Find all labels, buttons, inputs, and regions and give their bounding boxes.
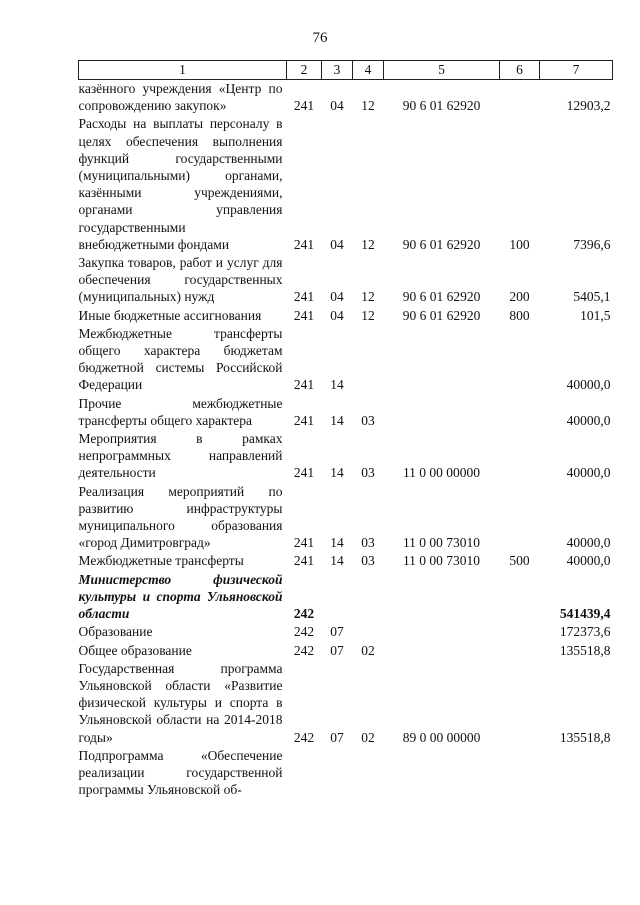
row-amount bbox=[540, 747, 613, 800]
row-amount: 135518,8 bbox=[559, 729, 611, 745]
row-target-article bbox=[384, 642, 500, 660]
row-section: 14 bbox=[330, 412, 344, 428]
table-body bbox=[79, 80, 613, 800]
row-expense-type bbox=[500, 642, 540, 660]
row-subsection: 12 bbox=[361, 289, 375, 305]
row-name: казённого учреждения «Центр по сопровождению закупок» bbox=[78, 81, 283, 114]
row-name: Прочие межбюджетные трансферты общего характера bbox=[78, 395, 283, 428]
row-target-article: 90 6 01 62920 bbox=[402, 236, 481, 252]
page-number: 76 bbox=[312, 30, 328, 46]
row-name: Мероприятия в рамках непрограммных направлений деятельности bbox=[78, 431, 283, 481]
header-col-1: 1 bbox=[79, 61, 287, 80]
row-target-article: 11 0 00 00000 bbox=[402, 465, 481, 481]
row-section: 14 bbox=[330, 377, 344, 393]
row-target-article bbox=[384, 623, 500, 641]
header-col-6: 6 bbox=[500, 61, 540, 80]
row-section bbox=[322, 571, 353, 624]
row-ministry-code: 241 bbox=[293, 236, 315, 252]
table-row bbox=[79, 642, 613, 660]
table-row bbox=[79, 483, 613, 553]
header-col-2: 2 bbox=[287, 61, 322, 80]
row-expense-type: 200 bbox=[509, 289, 530, 305]
header-col-5: 5 bbox=[384, 61, 500, 80]
row-section: 04 bbox=[330, 98, 344, 114]
row-amount: 40000,0 bbox=[566, 377, 611, 393]
row-section: 14 bbox=[330, 553, 344, 569]
row-name: Реализация мероприятий по развитию инфраструктуры муниципального образования «город Димитровград» bbox=[78, 483, 283, 551]
row-name: Расходы на выплаты персоналу в целях обеспечения выполнения функций государственными (муниципальными) органами, казёнными учреждениями, органами управления государственными внебюджетными фондами bbox=[78, 116, 283, 252]
table-row bbox=[79, 747, 613, 800]
row-section: 14 bbox=[330, 535, 344, 551]
table-row bbox=[79, 325, 613, 395]
row-name: Иные бюджетные ассигнования bbox=[78, 307, 262, 323]
row-section: 07 bbox=[330, 642, 344, 658]
table-header-row bbox=[79, 61, 613, 80]
row-subsection: 12 bbox=[361, 98, 375, 114]
row-subsection: 12 bbox=[361, 307, 375, 323]
row-target-article: 89 0 00 00000 bbox=[402, 729, 481, 745]
row-amount: 7396,6 bbox=[573, 236, 611, 252]
row-ministry-code: 241 bbox=[293, 535, 315, 551]
header-col-4: 4 bbox=[353, 61, 384, 80]
row-target-article: 90 6 01 62920 bbox=[402, 98, 481, 114]
row-name: Государственная программа Ульяновской области «Развитие физической культуры и спорта в Ульяновской области на 2014-2018 годы» bbox=[78, 660, 283, 745]
row-target-article: 11 0 00 73010 bbox=[402, 535, 481, 551]
row-amount: 135518,8 bbox=[559, 642, 611, 658]
row-target-article bbox=[384, 747, 500, 800]
row-ministry-code: 241 bbox=[293, 377, 315, 393]
row-target-article: 11 0 00 73010 bbox=[402, 553, 481, 569]
row-ministry-code: 242 bbox=[293, 624, 315, 640]
row-subsection bbox=[353, 325, 384, 395]
row-subsection: 02 bbox=[361, 642, 375, 658]
row-ministry-code: 241 bbox=[293, 412, 315, 428]
row-subsection: 03 bbox=[361, 412, 375, 428]
row-section bbox=[322, 747, 353, 800]
row-amount: 40000,0 bbox=[566, 553, 611, 569]
row-name: Межбюджетные трансферты bbox=[78, 553, 244, 569]
table-row bbox=[79, 395, 613, 430]
row-name: Образование bbox=[78, 624, 153, 640]
row-ministry-code: 242 bbox=[293, 642, 315, 658]
row-ministry-code: 241 bbox=[293, 98, 315, 114]
table-row bbox=[79, 430, 613, 483]
row-name: Закупка товаров, работ и услуг для обеспечения государственных (муниципальных) нужд bbox=[78, 255, 283, 305]
row-amount: 5405,1 bbox=[573, 289, 611, 305]
row-expense-type bbox=[500, 747, 540, 800]
row-subsection bbox=[353, 623, 384, 641]
header-col-3: 3 bbox=[322, 61, 353, 80]
row-expense-type: 500 bbox=[509, 553, 530, 569]
row-expense-type bbox=[500, 571, 540, 624]
row-amount: 40000,0 bbox=[566, 535, 611, 551]
table-row bbox=[79, 115, 613, 254]
row-amount: 12903,2 bbox=[566, 98, 611, 114]
row-section: 07 bbox=[330, 729, 344, 745]
row-expense-type bbox=[500, 483, 540, 553]
row-expense-type bbox=[500, 623, 540, 641]
row-subsection: 03 bbox=[361, 553, 375, 569]
row-subsection: 02 bbox=[361, 729, 375, 745]
row-target-article: 90 6 01 62920 bbox=[402, 289, 481, 305]
table-row bbox=[79, 254, 613, 307]
row-amount: 40000,0 bbox=[566, 412, 611, 428]
row-name: Межбюджетные трансферты общего характера бюджетам бюджетной системы Российской Федерации bbox=[78, 325, 283, 393]
row-ministry-code: 241 bbox=[293, 553, 315, 569]
row-ministry-code: 242 bbox=[293, 729, 315, 745]
row-expense-type bbox=[500, 395, 540, 430]
row-expense-type: 100 bbox=[509, 236, 530, 252]
row-amount: 40000,0 bbox=[566, 465, 611, 481]
row-target-article bbox=[384, 325, 500, 395]
row-subsection: 12 bbox=[361, 236, 375, 252]
row-amount: 172373,6 bbox=[559, 624, 611, 640]
row-expense-type bbox=[500, 325, 540, 395]
row-expense-type bbox=[500, 80, 540, 116]
row-ministry-code: 242 bbox=[293, 606, 315, 622]
table-row bbox=[79, 80, 613, 116]
row-section: 04 bbox=[330, 236, 344, 252]
row-amount: 541439,4 bbox=[559, 606, 611, 622]
row-subsection bbox=[353, 571, 384, 624]
row-section: 04 bbox=[330, 289, 344, 305]
row-expense-type: 800 bbox=[509, 307, 530, 323]
row-section: 04 bbox=[330, 307, 344, 323]
row-amount: 101,5 bbox=[580, 307, 611, 323]
header-col-7: 7 bbox=[540, 61, 613, 80]
row-section: 14 bbox=[330, 465, 344, 481]
row-section: 07 bbox=[330, 624, 344, 640]
row-subsection: 03 bbox=[361, 465, 375, 481]
table-row bbox=[79, 571, 613, 624]
table-row bbox=[79, 623, 613, 641]
row-subsection: 03 bbox=[361, 535, 375, 551]
row-name: Министерство физической культуры и спорта Ульяновской области bbox=[78, 571, 283, 622]
budget-table bbox=[78, 60, 613, 799]
row-target-article bbox=[384, 395, 500, 430]
row-ministry-code bbox=[287, 747, 322, 800]
table-row bbox=[79, 307, 613, 325]
table-row bbox=[79, 660, 613, 747]
row-ministry-code: 241 bbox=[293, 289, 315, 305]
row-ministry-code: 241 bbox=[293, 307, 315, 323]
row-expense-type bbox=[500, 660, 540, 747]
row-ministry-code: 241 bbox=[293, 465, 315, 481]
table-row bbox=[79, 552, 613, 570]
row-name: Подпрограмма «Обеспечение реализации государственной программы Ульяновской об- bbox=[78, 747, 283, 798]
row-target-article bbox=[384, 571, 500, 624]
row-subsection bbox=[353, 747, 384, 800]
row-expense-type bbox=[500, 430, 540, 483]
row-name: Общее образование bbox=[78, 642, 192, 658]
row-target-article: 90 6 01 62920 bbox=[402, 307, 481, 323]
